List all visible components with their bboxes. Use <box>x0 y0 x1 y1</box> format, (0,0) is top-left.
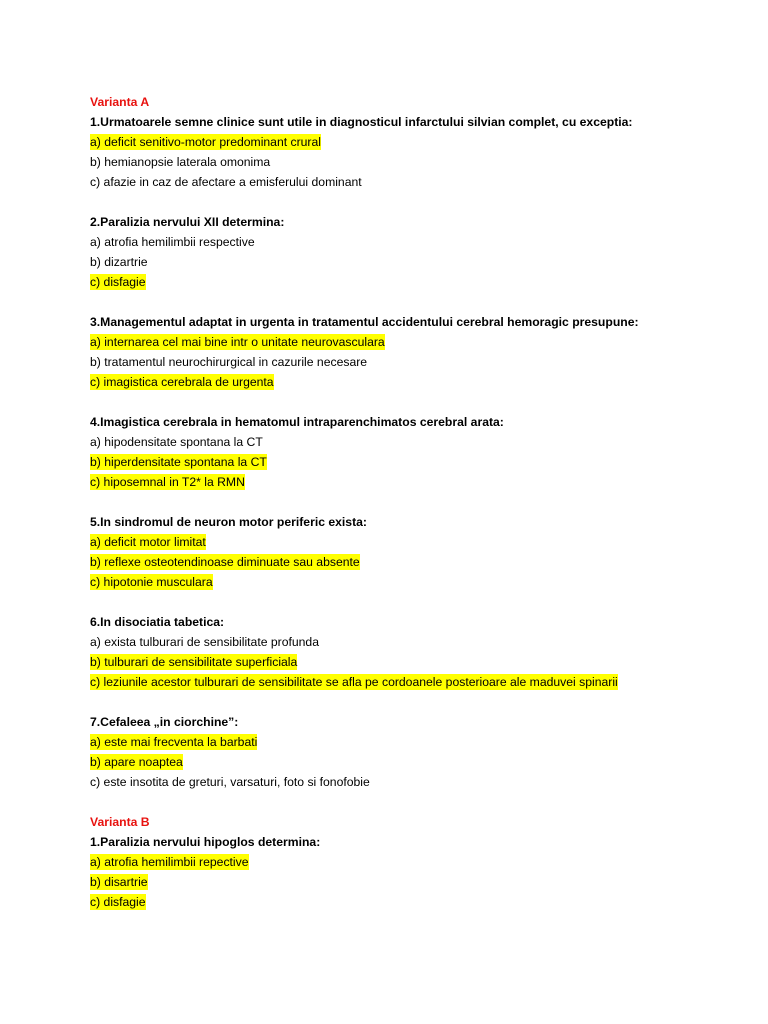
answer-option <box>90 432 750 452</box>
question-text: 6.In disociatia tabetica: <box>90 615 225 629</box>
answer-text: a) exista tulburari de sensibilitate profunda <box>90 635 319 649</box>
answer-text: b) disartrie <box>90 875 148 889</box>
answer-option <box>90 372 750 392</box>
answer-text: a) internarea cel mai bine intr o unitate neurovasculara <box>90 335 385 349</box>
answer-text: c) hiposemnal in T2* la RMN <box>90 475 245 489</box>
question-text: 7.Cefaleea „in ciorchine”: <box>90 715 239 729</box>
question-text: 1.Paralizia nervului hipoglos determina: <box>90 835 321 849</box>
question-text: 1.Urmatoarele semne clinice sunt utile in diagnosticul infarctului silvian complet, cu exceptia: <box>90 115 633 129</box>
answer-option <box>90 892 750 912</box>
question-text: 5.In sindromul de neuron motor periferic exista: <box>90 515 367 529</box>
question-text: 2.Paralizia nervului XII determina: <box>90 215 285 229</box>
answer-option <box>90 452 750 472</box>
spacer <box>90 192 750 212</box>
answer-option <box>90 552 750 572</box>
answer-option <box>90 872 750 892</box>
answer-option <box>90 172 750 192</box>
answer-option <box>90 772 750 792</box>
spacer <box>90 692 750 712</box>
answer-text: b) apare noaptea <box>90 755 183 769</box>
answer-text: b) tratamentul neurochirurgical in cazurile necesare <box>90 355 368 369</box>
answer-option <box>90 472 750 492</box>
answer-text: b) tulburari de sensibilitate superficiala <box>90 655 298 669</box>
spacer <box>90 292 750 312</box>
answer-text: a) deficit motor limitat <box>90 535 206 549</box>
document-page <box>90 92 750 912</box>
answer-text: b) reflexe osteotendinoase diminuate sau absente <box>90 555 360 569</box>
answer-text: c) disfagie <box>90 895 146 909</box>
answer-text: b) hiperdensitate spontana la CT <box>90 455 267 469</box>
answer-text: a) deficit senitivo-motor predominant crural <box>90 135 321 149</box>
answer-option <box>90 852 750 872</box>
answer-text: c) afazie in caz de afectare a emisferului dominant <box>90 175 362 189</box>
answer-option <box>90 132 750 152</box>
answer-option <box>90 572 750 592</box>
spacer <box>90 792 750 812</box>
answer-option <box>90 732 750 752</box>
answer-option <box>90 752 750 772</box>
answer-text: c) este insotita de greturi, varsaturi, foto si fonofobie <box>90 775 370 789</box>
variant-title: Varianta B <box>90 815 150 829</box>
answer-text: c) imagistica cerebrala de urgenta <box>90 375 274 389</box>
answer-text: c) hipotonie musculara <box>90 575 213 589</box>
answer-option <box>90 252 750 272</box>
answer-option <box>90 652 750 672</box>
answer-option <box>90 272 750 292</box>
spacer <box>90 592 750 612</box>
question-text: 4.Imagistica cerebrala in hematomul intraparenchimatos cerebral arata: <box>90 415 504 429</box>
answer-text: a) atrofia hemilimbii respective <box>90 235 255 249</box>
answer-option <box>90 232 750 252</box>
spacer <box>90 492 750 512</box>
spacer <box>90 392 750 412</box>
answer-text: b) hemianopsie laterala omonima <box>90 155 271 169</box>
answer-text: a) hipodensitate spontana la CT <box>90 435 263 449</box>
answer-option <box>90 352 750 372</box>
answer-text: a) este mai frecventa la barbati <box>90 735 258 749</box>
variant-title: Varianta A <box>90 95 150 109</box>
answer-option <box>90 632 750 652</box>
answer-option <box>90 152 750 172</box>
answer-text: c) leziunile acestor tulburari de sensibilitate se afla pe cordoanele posterioare ale maduvei spinarii <box>90 675 618 689</box>
answer-text: c) disfagie <box>90 275 146 289</box>
answer-option <box>90 672 750 692</box>
answer-option <box>90 532 750 552</box>
answer-text: b) dizartrie <box>90 255 148 269</box>
answer-text: a) atrofia hemilimbii repective <box>90 855 249 869</box>
question-text: 3.Managementul adaptat in urgenta in tratamentul accidentului cerebral hemoragic presupune: <box>90 315 639 329</box>
answer-option <box>90 332 750 352</box>
